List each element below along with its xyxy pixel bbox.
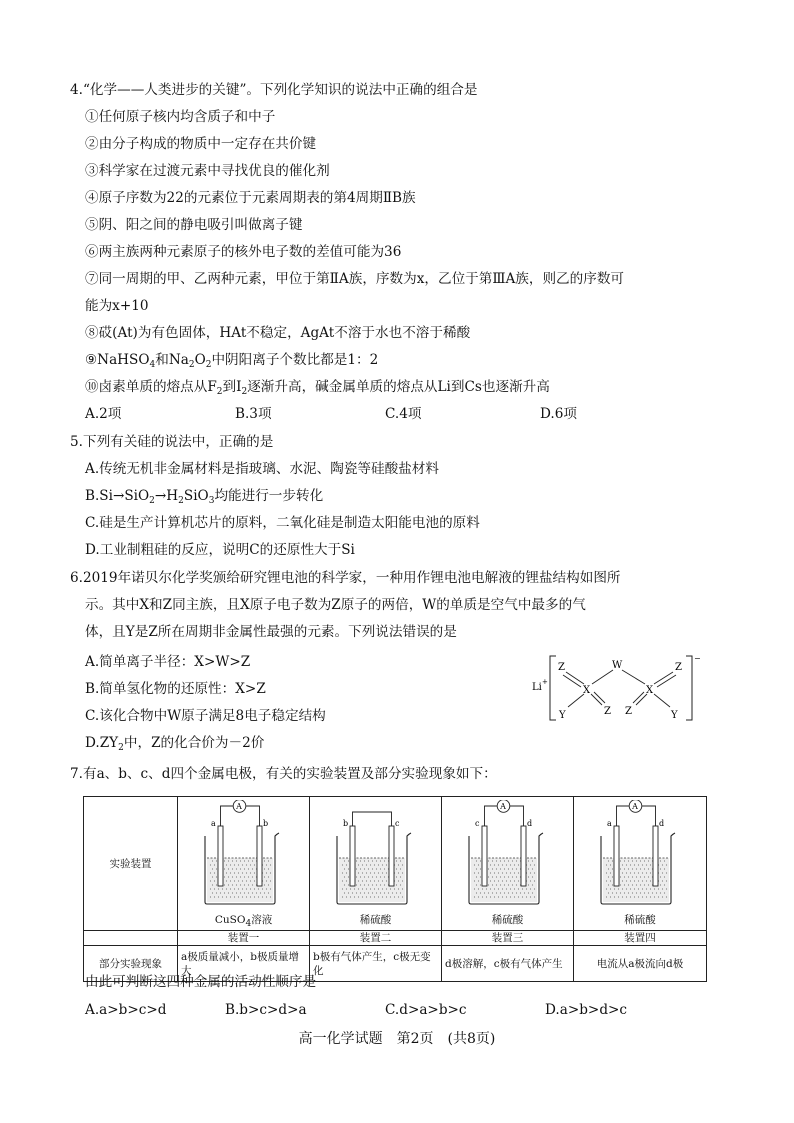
solution-liquid <box>471 858 537 902</box>
q4-statement-1: ①任何原子核内均含质子和中子 <box>85 109 276 125</box>
q6-option-a[interactable]: A.简单离子半径：X>W>Z <box>85 654 251 670</box>
apparatus-cell-4 <box>574 797 707 931</box>
q6-stem-line3: 体，且Y是Z所在周期非金属性最强的元素。下列说法错误的是 <box>85 624 457 640</box>
right-electrode <box>257 826 262 886</box>
q5-stem: 5.下列有关硅的说法中，正确的是 <box>70 434 274 450</box>
observation-2: b极有气体产生，c极无变化 <box>310 946 442 982</box>
apparatus-cell-2 <box>310 797 442 931</box>
apparatus-3-figure <box>445 800 569 910</box>
apparatus-cell-1 <box>178 797 310 931</box>
apparatus-name-2: 装置二 <box>310 931 442 946</box>
q4-statement-10: ⑩卤素单质的熔点从$F_2$到$I_2$逐渐升高，碱金属单质的熔点从Li到Cs也逐渐升高 <box>85 379 550 397</box>
q7-stem: 7.有a、b、c、d四个金属电极，有关的实验装置及部分实验现象如下： <box>70 766 497 782</box>
struct-y1: Y <box>559 710 566 721</box>
solution-liquid <box>339 858 405 902</box>
q4-option-b[interactable]: B.3项 <box>235 406 272 422</box>
electrode-label-d4: d <box>659 819 665 828</box>
q4-stem: 4.“化学——人类进步的关键”。下列化学知识的说法中正确的组合是 <box>70 82 478 98</box>
electrode-label-a4: a <box>607 819 612 828</box>
observation-3: d极溶解，c极有气体产生 <box>442 946 574 982</box>
q4-statement-5: ⑤阴、阳之间的静电吸引叫做离子键 <box>85 217 303 233</box>
apparatus-cell-3 <box>442 797 574 931</box>
solution-liquid <box>603 858 669 902</box>
q7-conclusion: 由此可判断这四种金属的活动性顺序是 <box>85 974 317 990</box>
solution-label-3: 稀硫酸 <box>491 914 524 926</box>
q6-option-c[interactable]: C.该化合物中W原子满足8电子稳定结构 <box>85 708 326 724</box>
q6-stem-line2: 示。其中X和Z同主族，且X原子电子数为Z原子的两倍，W的单质是空气中最多的气 <box>85 597 586 613</box>
left-electrode <box>482 826 487 886</box>
q4-statement-4: ④原子序数为22的元素位于元素周期表的第4周期ⅡB族 <box>85 190 416 206</box>
left-electrode <box>218 826 223 886</box>
observation-1: a极质量减小，b极质量增大 <box>178 946 310 982</box>
apparatus-1-figure <box>181 800 305 910</box>
ammeter-label-1: A <box>236 802 242 811</box>
ammeter-label-3: A <box>500 802 506 811</box>
page-footer: 高一化学试题 第2页 (共8页) <box>298 1031 496 1047</box>
q7-option-c[interactable]: C.d>a>b>c <box>385 1002 467 1018</box>
struct-x1: X <box>583 685 591 696</box>
struct-z3: Z <box>604 706 611 717</box>
q4-statement-9: ⑨NaHSO$_4$和$Na_2O_2$中阴阳离子个数比都是1：2 <box>85 352 379 370</box>
ammeter-label-4: A <box>632 802 638 811</box>
apparatus-name-3: 装置三 <box>442 931 574 946</box>
left-electrode <box>614 826 619 886</box>
q7-option-d[interactable]: D.a>b>d>c <box>545 1002 628 1018</box>
q7-option-a[interactable]: A.a>b>c>d <box>85 1002 167 1018</box>
struct-z2: Z <box>675 662 682 673</box>
q5-option-b[interactable]: $B.Si\to SiO_2\to H_2SiO_3$均能进行一步转化 <box>85 488 324 506</box>
q4-option-d[interactable]: D.6项 <box>540 406 577 422</box>
q7-options <box>85 1000 705 1020</box>
apparatus-2-figure <box>313 800 437 910</box>
q4-statement-2: ②由分子构成的物质中一定存在共价键 <box>85 136 317 152</box>
apparatus-name-1: 装置一 <box>178 931 310 946</box>
solution-label-2: 稀硫酸 <box>359 914 392 926</box>
q4-option-a[interactable]: A.2项 <box>85 406 122 422</box>
struct-charge: − <box>694 654 701 663</box>
solution-label-1: CuSO$_4$溶液 <box>214 914 273 929</box>
q5-option-a[interactable]: A.传统无机非金属材料是指玻璃、水泥、陶瓷等硅酸盐材料 <box>85 461 439 477</box>
q4-statement-8: ⑧砹(At)为有色固体，HAt不稳定，AgAt不溶于水也不溶于稀酸 <box>85 325 471 341</box>
right-bracket <box>686 656 692 720</box>
electrode-label-c3: c <box>475 819 480 828</box>
solution-label-4: 稀硫酸 <box>624 914 656 926</box>
solution-liquid <box>207 858 273 902</box>
apparatus-4-figure <box>577 800 701 910</box>
struct-li: Li <box>532 682 542 693</box>
apparatus-4-drawing <box>601 800 675 904</box>
observation-4: 电流从a极流向d极 <box>574 946 707 982</box>
right-electrode <box>521 826 526 886</box>
apparatus-row-header: 实验装置 <box>84 797 178 931</box>
apparatus-1-drawing <box>205 800 279 904</box>
electrode-label-a: a <box>211 819 216 828</box>
struct-x2: X <box>646 685 654 696</box>
electrode-label-c2: c <box>395 819 400 828</box>
q6-option-b[interactable]: B.简单氢化物的还原性：X>Z <box>85 681 266 697</box>
apparatus-3-drawing <box>469 800 543 904</box>
electrode-label-b2: b <box>343 819 349 828</box>
observation-row-header: 部分实验现象 <box>84 946 178 982</box>
struct-z4: Z <box>625 706 632 717</box>
q4-statement-7a: ⑦同一周期的甲、乙两种元素，甲位于第ⅡA族，序数为x，乙位于第ⅢA族，则乙的序数可 <box>85 271 625 287</box>
struct-bonds <box>563 670 676 707</box>
q5-option-d[interactable]: D.工业制粗硅的反应，说明C的还原性大于Si <box>85 542 355 558</box>
lithium-salt-structure <box>530 648 710 726</box>
apparatus-name-4: 装置四 <box>574 931 707 946</box>
q6-stem-line1: 6.2019年诺贝尔化学奖颁给研究锂电池的科学家，一种用作锂电池电解液的锂盐结构如图所 <box>70 570 621 586</box>
q4-options <box>85 404 705 424</box>
struct-y2: Y <box>671 710 678 721</box>
left-bracket <box>550 656 556 720</box>
struct-w: W <box>612 660 623 671</box>
left-electrode <box>350 826 355 886</box>
q5-option-c[interactable]: C.硅是生产计算机芯片的原料，二氧化硅是制造太阳能电池的原料 <box>85 515 480 531</box>
q4-statement-3: ③科学家在过渡元素中寻找优良的催化剂 <box>85 163 330 179</box>
electrode-label-d3: d <box>527 819 533 828</box>
q7-option-b[interactable]: B.b>c>d>a <box>225 1002 307 1018</box>
struct-li-charge: + <box>542 678 548 686</box>
q4-option-c[interactable]: C.4项 <box>385 406 422 422</box>
struct-z1: Z <box>558 662 565 673</box>
right-electrode <box>653 826 658 886</box>
experiment-table <box>83 796 707 982</box>
q6-option-d[interactable]: $D.ZY_2$中，Z的化合价为－2价 <box>85 735 265 753</box>
q4-statement-6: ⑥两主族两种元素原子的核外电子数的差值可能为36 <box>85 244 402 260</box>
q4-statement-7b: 能为x+10 <box>85 298 149 314</box>
right-electrode <box>389 826 394 886</box>
electrode-label-b: b <box>263 819 269 828</box>
